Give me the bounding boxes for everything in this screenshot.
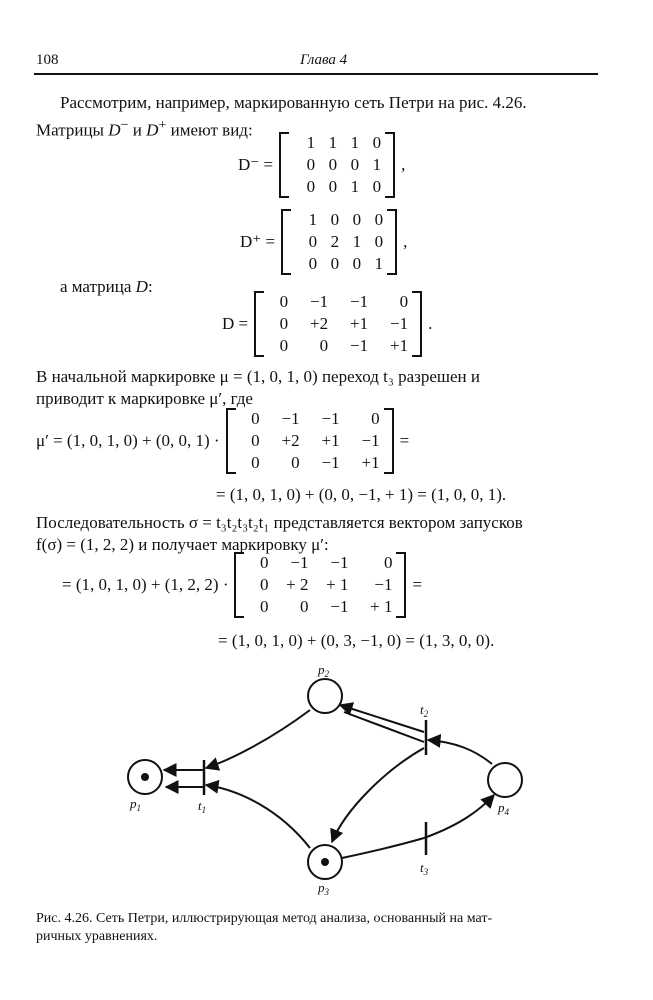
intro-line-2-suffix: имеют вид:: [170, 120, 253, 140]
token-p3: [321, 858, 329, 866]
matrix-left-bracket: [234, 552, 244, 618]
arc-t2-p3: [332, 748, 424, 842]
matrix-cell: +1: [361, 453, 380, 472]
dplus-matrix-block: [240, 209, 407, 275]
eq2-grid: [244, 553, 396, 617]
matrix-cell: 0: [259, 597, 269, 616]
label-p1: $p_1$: [130, 796, 141, 813]
dplus-label: D⁺ =: [240, 232, 276, 251]
d-matrix-block: [222, 291, 432, 357]
matrix-cell: 0: [372, 177, 382, 196]
matrix-cell: +1: [390, 336, 409, 355]
dplus-grid: [291, 210, 387, 274]
dplus-trail: ,: [403, 232, 408, 251]
intro-line-1: Рассмотрим, например, маркированную сеть Петри на рис. 4.26.: [60, 93, 527, 112]
caption-line-2: ричных уравнениях.: [36, 929, 158, 944]
matrix-cell: 1: [308, 210, 318, 229]
matrix-right-bracket: [384, 408, 394, 474]
matrix-cell: +1: [350, 314, 369, 333]
arc-p3-t1: [206, 785, 310, 848]
eq2-result: = (1, 0, 1, 0) + (0, 3, −1, 0) = (1, 3, 0, 0).: [218, 631, 495, 650]
intro-line-2: [36, 114, 253, 142]
matrix-cell: 0: [399, 292, 409, 311]
eq2-lhs: = (1, 0, 1, 0) + (1, 2, 2) ·: [62, 575, 229, 594]
matrix-cell: −1: [350, 292, 369, 311]
d-grid: [264, 292, 412, 356]
header-rule: [34, 73, 598, 75]
arc-p4-t2: [428, 740, 492, 764]
place-p2: [308, 679, 342, 713]
arc-p3-t3: [342, 838, 424, 858]
eq1-result: = (1, 0, 1, 0) + (0, 0, −1, + 1) = (1, 0, 0, 1).: [216, 485, 507, 504]
matrix-cell: −1: [374, 575, 393, 594]
matrix-cell: 0: [374, 210, 384, 229]
intro-and: и: [132, 120, 142, 140]
d-intro-text: а матрица: [60, 277, 132, 296]
d-var: D: [135, 277, 148, 296]
para2-line-1: В начальной маркировке μ = (1, 0, 1, 0) переход t₃ разрешен и: [36, 367, 480, 386]
dminus-matrix-block: [238, 132, 405, 198]
matrix-cell: +1: [321, 431, 340, 450]
matrix-cell: 0: [259, 575, 269, 594]
matrix-cell: 0: [251, 409, 260, 428]
arc-t2-p2-second: [344, 712, 424, 742]
matrix-cell: 0: [328, 155, 338, 174]
eq2-trail: =: [412, 575, 423, 594]
intro-line-2-prefix: Матрицы: [36, 120, 104, 140]
matrix-cell: 1: [328, 133, 338, 152]
matrix-cell: +2: [310, 314, 329, 333]
matrix-cell: −1: [310, 292, 329, 311]
matrix-cell: 1: [350, 177, 360, 196]
matrix-cell: 1: [374, 254, 384, 273]
matrix-cell: 0: [306, 177, 316, 196]
figure-caption: [36, 910, 606, 946]
matrix-cell: +2: [281, 431, 300, 450]
eq1-lhs: μ′ = (1, 0, 1, 0) + (0, 0, 1) ·: [36, 431, 220, 450]
d-intro-colon: :: [147, 277, 153, 296]
matrix-cell: −1: [330, 597, 349, 616]
matrix-cell: 0: [319, 336, 329, 355]
matrix-cell: 0: [308, 232, 318, 251]
token-p1: [141, 773, 149, 781]
matrix-cell: 0: [251, 453, 260, 472]
dminus-grid: [289, 133, 385, 197]
matrix-cell: 0: [328, 177, 338, 196]
matrix-left-bracket: [226, 408, 236, 474]
label-t2: $t_2$: [420, 702, 429, 719]
matrix-left-bracket: [279, 132, 289, 198]
matrix-cell: 0: [279, 314, 289, 333]
matrix-cell: 0: [251, 431, 260, 450]
label-p2: $p_2$: [318, 662, 329, 679]
place-p4: [488, 763, 522, 797]
eq1-grid: [236, 409, 384, 473]
matrix-cell: 0: [371, 409, 380, 428]
dminus-var: D: [108, 120, 121, 140]
eq1-block: [36, 408, 409, 474]
matrix-cell: 0: [291, 453, 300, 472]
matrix-cell: 1: [352, 232, 362, 251]
matrix-cell: + 1: [326, 575, 349, 594]
matrix-cell: −1: [350, 336, 369, 355]
arc-p2-t1: [206, 710, 310, 768]
matrix-right-bracket: [412, 291, 422, 357]
para3-line-2: f(σ) = (1, 2, 2) и получает маркировку μ′:: [36, 535, 329, 554]
matrix-cell: −1: [281, 409, 300, 428]
matrix-left-bracket: [254, 291, 264, 357]
matrix-cell: 0: [330, 254, 340, 273]
matrix-cell: 0: [374, 232, 384, 251]
matrix-cell: 1: [306, 133, 316, 152]
dplus-sup: +: [158, 117, 167, 133]
caption-line-1: Рис. 4.26. Сеть Петри, иллюстрирующая метод анализа, основанный на мат-: [36, 911, 493, 926]
arc-t3-p4: [424, 795, 494, 838]
matrix-cell: + 2: [286, 575, 309, 594]
matrix-cell: 1: [350, 133, 360, 152]
d-trail: .: [428, 314, 433, 333]
matrix-cell: −1: [321, 409, 340, 428]
para3-line-1: Последовательность σ = t₃t₂t₃t₂t₁ представляется вектором запусков: [36, 513, 523, 532]
label-p4: $p_4$: [498, 800, 509, 817]
matrix-cell: −1: [290, 553, 309, 572]
eq2-block: [62, 552, 422, 618]
matrix-cell: 0: [330, 210, 340, 229]
matrix-right-bracket: [385, 132, 395, 198]
matrix-cell: 0: [352, 254, 362, 273]
label-t3: $t_3$: [420, 860, 429, 877]
label-t1: $t_1$: [198, 798, 207, 815]
matrix-cell: 2: [330, 232, 340, 251]
chapter-title: Глава 4: [300, 52, 348, 68]
page-number: 108: [36, 52, 59, 68]
matrix-right-bracket: [396, 552, 406, 618]
matrix-cell: 0: [299, 597, 309, 616]
dminus-label: D⁻ =: [238, 155, 274, 174]
dplus-var: D: [146, 120, 159, 140]
matrix-left-bracket: [281, 209, 291, 275]
matrix-cell: 1: [372, 155, 382, 174]
petri-net-figure: [0, 650, 653, 905]
matrix-right-bracket: [387, 209, 397, 275]
matrix-cell: 0: [279, 292, 289, 311]
matrix-cell: 0: [259, 553, 269, 572]
matrix-cell: 0: [352, 210, 362, 229]
dminus-sup: −: [120, 117, 129, 133]
matrix-cell: 0: [308, 254, 318, 273]
matrix-cell: 0: [350, 155, 360, 174]
matrix-cell: 0: [279, 336, 289, 355]
matrix-cell: 0: [372, 133, 382, 152]
para2-line-2: приводит к маркировке μ′, где: [36, 389, 253, 408]
d-intro: [60, 276, 153, 298]
matrix-cell: 0: [383, 553, 393, 572]
matrix-cell: −1: [330, 553, 349, 572]
label-p3: $p_3$: [318, 880, 329, 897]
matrix-cell: + 1: [370, 597, 393, 616]
matrix-cell: 0: [306, 155, 316, 174]
d-label: D =: [222, 314, 249, 333]
matrix-cell: −1: [390, 314, 409, 333]
dminus-trail: ,: [401, 155, 406, 174]
matrix-cell: −1: [361, 431, 380, 450]
eq1-trail: =: [399, 431, 410, 450]
arc-t2-p2: [340, 705, 424, 732]
matrix-cell: −1: [321, 453, 340, 472]
